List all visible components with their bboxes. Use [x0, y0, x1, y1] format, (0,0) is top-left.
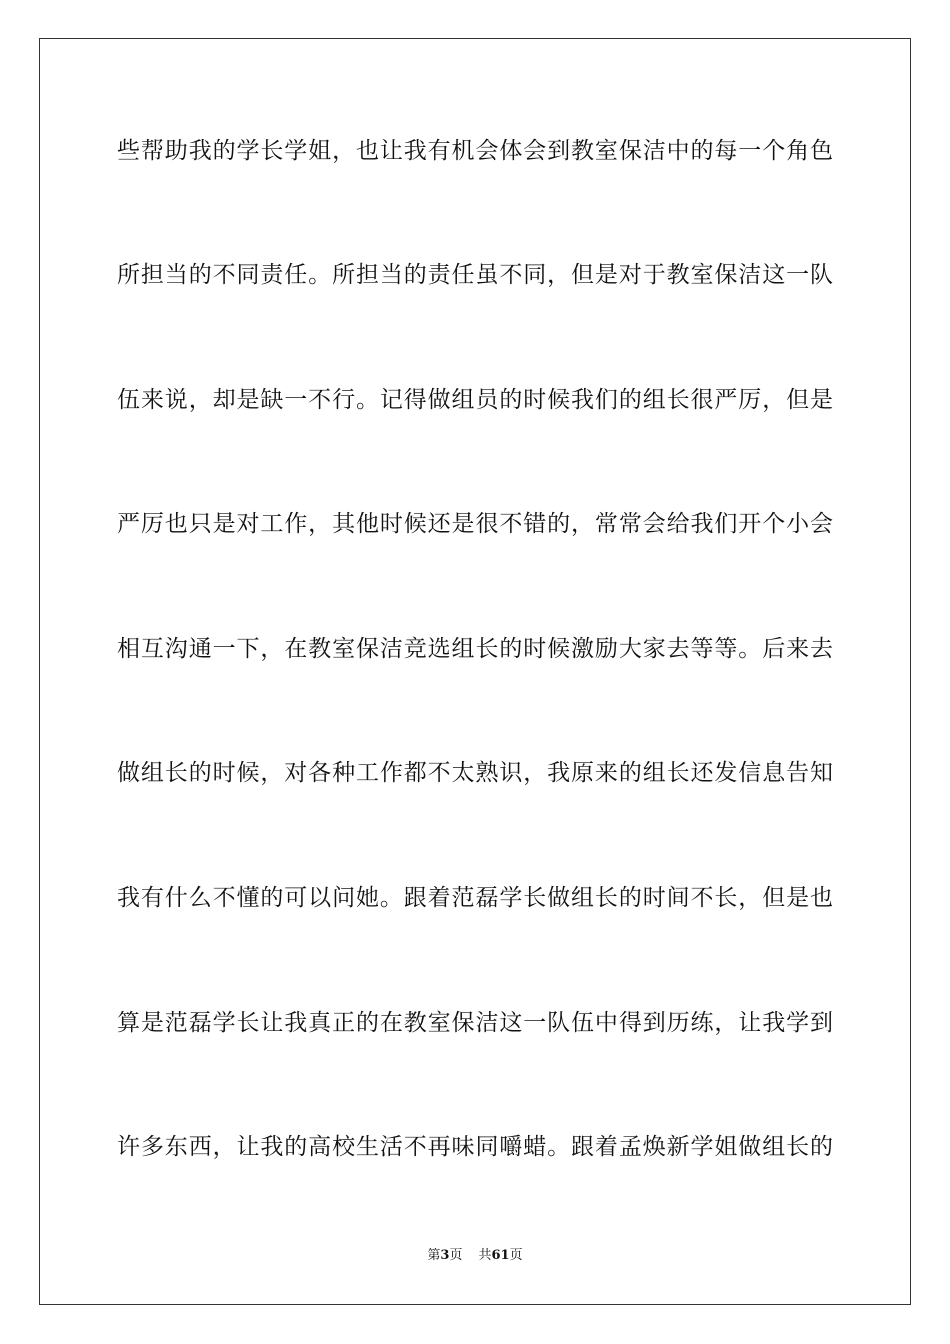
body-text-line-2: 所担当的不同责任。所担当的责任虽不同，但是对于教室保洁这一队: [117, 262, 833, 288]
body-text-line-9: 许多东西，让我的高校生活不再味同嚼蜡。跟着孟焕新学姐做组长的: [117, 1134, 833, 1160]
page-footer: [0, 1247, 950, 1265]
total-page-count: 61: [491, 1248, 510, 1263]
body-text-line-5: 相互沟通一下，在教室保洁竞选组长的时候激励大家去等等。后来去: [117, 636, 833, 662]
body-text-line-8: 算是范磊学长让我真正的在教室保洁这一队伍中得到历练，让我学到: [117, 1010, 833, 1036]
body-text-line-6: 做组长的时候，对各种工作都不太熟识，我原来的组长还发信息告知: [117, 760, 833, 786]
page-border: [39, 38, 911, 1305]
current-page-number: 3: [440, 1248, 450, 1263]
page-suffix: 页: [449, 1248, 463, 1263]
total-suffix: 页: [509, 1248, 523, 1263]
body-text-line-7: 我有什么不懂的可以问她。跟着范磊学长做组长的时间不长，但是也: [117, 885, 833, 911]
page-prefix: 第: [427, 1248, 441, 1263]
total-prefix: 共: [478, 1248, 492, 1263]
body-text-line-3: 伍来说，却是缺一不行。记得做组员的时候我们的组长很严厉，但是: [117, 387, 833, 413]
body-text-line-1: 些帮助我的学长学姐，也让我有机会体会到教室保洁中的每一个角色: [117, 138, 833, 164]
body-text-line-4: 严厉也只是对工作，其他时候还是很不错的，常常会给我们开个小会: [117, 511, 833, 537]
